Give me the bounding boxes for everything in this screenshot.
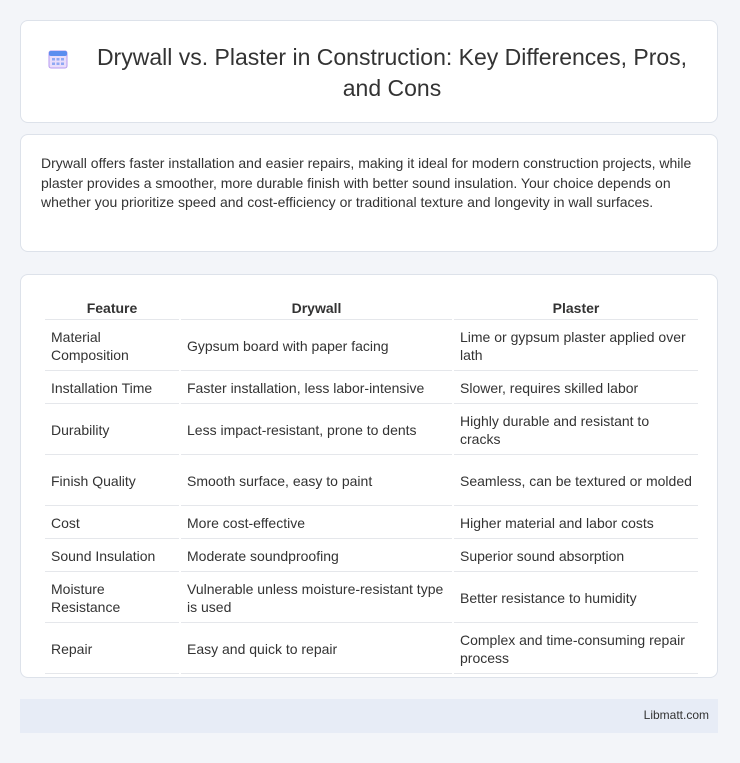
drywall-cell: More cost-effective — [181, 508, 452, 539]
title-card — [20, 20, 718, 123]
drywall-cell: Less impact-resistant, prone to dents — [181, 406, 452, 455]
plaster-cell: Complex and time-consuming repair process — [454, 625, 698, 674]
drywall-cell: Moderate soundproofing — [181, 541, 452, 572]
feature-cell: Sound Insulation — [45, 541, 179, 572]
footer — [20, 699, 718, 733]
table-row — [45, 508, 698, 539]
drywall-cell: Easy and quick to repair — [181, 625, 452, 674]
header-feature: Feature — [45, 297, 179, 320]
comparison-card — [20, 274, 718, 678]
drywall-cell: Smooth surface, easy to paint — [181, 457, 452, 506]
footer-brand: Libmatt.com — [643, 708, 709, 722]
drywall-cell: Vulnerable unless moisture-resistant type is used — [181, 574, 452, 623]
feature-cell: Cost — [45, 508, 179, 539]
drywall-cell: Gypsum board with paper facing — [181, 322, 452, 371]
intro-card — [20, 134, 718, 252]
feature-cell: Moisture Resistance — [45, 574, 179, 623]
comparison-table — [43, 295, 700, 676]
plaster-cell: Highly durable and resistant to cracks — [454, 406, 698, 455]
feature-cell: Material Composition — [45, 322, 179, 371]
table-row — [45, 541, 698, 572]
plaster-cell: Lime or gypsum plaster applied over lath — [454, 322, 698, 371]
feature-cell: Finish Quality — [45, 457, 179, 506]
table-row — [45, 457, 698, 506]
header-drywall: Drywall — [181, 297, 452, 320]
table-row — [45, 322, 698, 371]
plaster-cell: Higher material and labor costs — [454, 508, 698, 539]
feature-cell: Repair — [45, 625, 179, 674]
plaster-cell: Superior sound absorption — [454, 541, 698, 572]
feature-cell: Durability — [45, 406, 179, 455]
feature-cell: Installation Time — [45, 373, 179, 404]
plaster-cell: Better resistance to humidity — [454, 574, 698, 623]
drywall-cell: Faster installation, less labor-intensive — [181, 373, 452, 404]
table-row — [45, 625, 698, 674]
table-calendar-icon — [47, 48, 69, 70]
plaster-cell: Slower, requires skilled labor — [454, 373, 698, 404]
table-row — [45, 373, 698, 404]
table-header-row — [45, 297, 698, 320]
table-row — [45, 406, 698, 455]
plaster-cell: Seamless, can be textured or molded — [454, 457, 698, 506]
page-title: Drywall vs. Plaster in Construction: Key Differences, Pros, and Cons — [96, 44, 688, 101]
header-plaster: Plaster — [454, 297, 698, 320]
intro-paragraph: Drywall offers faster installation and easier repairs, making it ideal for modern construction projects, while plaster provides a smoother, more durable finish with better sound insulation. Your choice depends on whether you prioritize speed and cost-efficiency or traditional texture and longevity in wall surfaces. — [41, 155, 692, 210]
table-row — [45, 574, 698, 623]
